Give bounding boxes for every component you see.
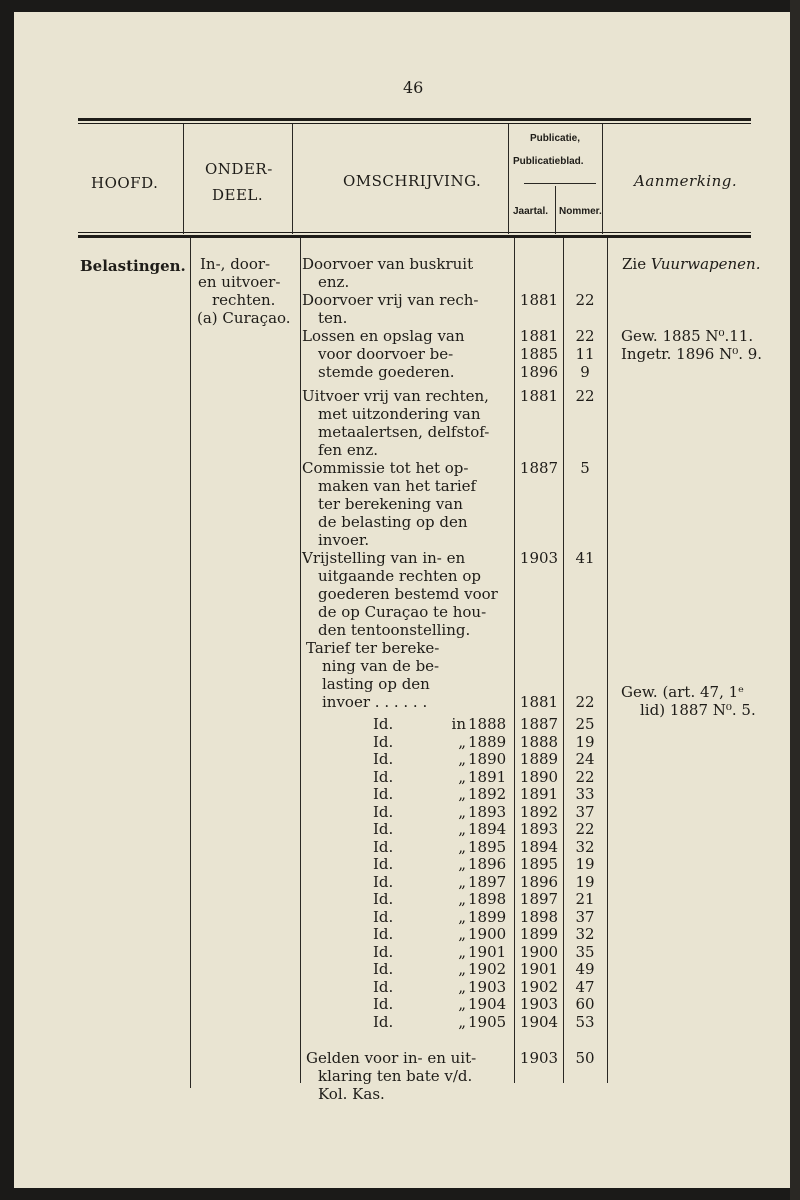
id-prefix: „: [458, 977, 466, 996]
entry-7-remark-1: Gew. (art. 47, 1ᵉ: [621, 683, 744, 701]
entry-2-line-2: ten.: [318, 309, 348, 327]
id-prefix: in: [451, 715, 466, 733]
id-prefix: „: [458, 802, 466, 821]
id-number: 19: [575, 872, 595, 891]
entry-5-line-3: ter berekening van: [318, 495, 463, 513]
id-number: 22: [575, 767, 595, 786]
id-label: Id.: [373, 732, 394, 751]
entry-5-number: 5: [580, 459, 590, 477]
entry-6-line-5: den tentoonstelling.: [318, 621, 471, 639]
id-label: Id.: [373, 820, 394, 838]
entry-3-year-3: 1896: [519, 363, 559, 381]
entry-1-remark: [622, 256, 760, 274]
id-prefix: „: [458, 837, 466, 856]
entry-3-number-3: 9: [580, 363, 590, 381]
entry-7-remark-2: lid) 1887 N⁰. 5.: [640, 701, 756, 719]
entry-4-line-3: metaalertsen, delfstof-: [318, 423, 490, 441]
entry-6-line-4: de op Curaçao te hou-: [318, 603, 487, 621]
id-ref-year: 1905: [468, 1012, 507, 1031]
id-ref-year: 1895: [468, 837, 507, 856]
entry-3-number-2: 11: [575, 345, 595, 363]
entry-6-line-3: goederen bestemd voor: [318, 585, 498, 603]
entry-1-line-1: Doorvoer van buskruit: [302, 255, 474, 273]
id-label: Id.: [373, 1012, 394, 1031]
header-publicatieblad: Publicatieblad.: [513, 156, 584, 167]
entry-7-year: 1881: [519, 693, 559, 711]
id-prefix: „: [458, 925, 466, 943]
id-label: Id.: [373, 715, 394, 733]
entry-7-number: 22: [575, 693, 595, 711]
entry-6-number: 41: [575, 549, 595, 567]
onderdeel-line-3: rechten.: [212, 291, 276, 309]
id-ref-year: 1893: [468, 802, 507, 821]
final-entry-line-1: Gelden voor in- en uit-: [306, 1049, 477, 1067]
id-year: 1898: [519, 907, 559, 926]
id-prefix: „: [458, 942, 466, 961]
col-divider-2: [292, 124, 293, 234]
header-nommer: Nommer.: [559, 206, 602, 217]
header-onderdeel-2: DEEL.: [212, 186, 264, 204]
id-prefix: „: [458, 1012, 466, 1031]
id-label: Id.: [373, 977, 394, 996]
hoofd-value: Belastingen.: [80, 257, 186, 275]
id-number: 21: [575, 890, 595, 908]
header-onderdeel-1: ONDER-: [205, 160, 273, 178]
entry-3-remark-2: Ingetr. 1896 N⁰. 9.: [621, 345, 763, 363]
col-divider-3: [508, 124, 509, 234]
id-ref-year: 1903: [468, 977, 507, 996]
id-ref-year: 1894: [468, 820, 507, 838]
id-label: Id.: [373, 785, 394, 803]
id-prefix: „: [458, 960, 466, 978]
onderdeel-line-1: In-, door-: [200, 255, 271, 273]
id-year: 1896: [519, 872, 559, 891]
header-rule: [78, 235, 751, 238]
entry-3-number-1: 22: [575, 327, 595, 345]
id-prefix: „: [458, 785, 466, 803]
id-year: 1901: [519, 960, 559, 978]
entry-5-line-1: Commissie tot het op-: [302, 459, 469, 477]
entry-3-year-1: 1881: [519, 327, 559, 345]
remark-prefix: Zie: [622, 255, 651, 273]
id-ref-year: 1902: [468, 960, 507, 978]
id-year: 1891: [519, 785, 559, 803]
entry-3-year-2: 1885: [519, 345, 559, 363]
entry-5-line-5: invoer.: [318, 531, 370, 549]
id-ref-year: 1892: [468, 785, 507, 803]
id-year: 1892: [519, 802, 559, 821]
id-label: Id.: [373, 855, 394, 873]
entry-7-line-4: invoer . . . . . .: [322, 693, 428, 711]
id-year: 1894: [519, 837, 559, 856]
entry-6-line-1: Vrijstelling van in- en: [302, 549, 466, 567]
id-label: Id.: [373, 872, 394, 891]
id-ref-year: 1897: [468, 872, 507, 891]
col-divider-3b: [514, 238, 515, 1083]
id-year: 1887: [519, 715, 559, 733]
id-label: Id.: [373, 767, 394, 786]
header-rule-thin: [78, 232, 751, 233]
header-hoofd: HOOFD.: [91, 174, 159, 192]
id-year: 1904: [519, 1012, 559, 1031]
entry-4-number: 22: [575, 387, 595, 405]
col-divider-4: [555, 186, 556, 234]
top-rule-thin: [78, 123, 751, 124]
entry-2-year: 1881: [519, 291, 559, 309]
page-number: 46: [403, 78, 424, 97]
id-year: 1902: [519, 977, 559, 996]
entry-2-number: 22: [575, 291, 595, 309]
id-prefix: „: [458, 855, 466, 873]
entry-4-line-1: Uitvoer vrij van rechten,: [302, 387, 489, 405]
onderdeel-line-2: en uitvoer-: [198, 273, 281, 291]
final-entry-year: 1903: [519, 1049, 559, 1067]
id-number: 53: [575, 1012, 595, 1031]
id-label: Id.: [373, 837, 394, 856]
entry-2-line-1: Doorvoer vrij van rech-: [302, 291, 479, 309]
id-label: Id.: [373, 890, 394, 908]
header-publicatie: Publicatie,: [530, 133, 581, 144]
entry-6-year: 1903: [519, 549, 559, 567]
id-year: 1900: [519, 942, 559, 961]
id-number: 37: [575, 907, 595, 926]
final-entry-line-3: Kol. Kas.: [318, 1085, 385, 1103]
id-number: 24: [575, 750, 595, 768]
header-omschrijving: OMSCHRIJVING.: [343, 172, 482, 190]
final-entry-number: 50: [575, 1049, 595, 1067]
id-label: Id.: [373, 907, 394, 926]
id-prefix: „: [458, 995, 466, 1013]
id-number: 37: [575, 802, 595, 821]
col-divider-2b: [300, 238, 301, 1083]
id-ref-year: 1891: [468, 767, 507, 786]
entry-4-line-2: met uitzondering van: [318, 405, 481, 423]
entry-4-line-4: fen enz.: [318, 441, 379, 459]
id-year: 1903: [519, 995, 559, 1013]
id-number: 19: [575, 855, 595, 873]
id-number: 32: [575, 925, 595, 943]
id-prefix: „: [458, 750, 466, 768]
id-year: 1897: [519, 890, 559, 908]
id-year: 1888: [519, 732, 559, 751]
id-number: 49: [575, 960, 595, 978]
id-ref-year: 1898: [468, 890, 507, 908]
id-label: Id.: [373, 925, 394, 943]
entry-5-line-2: maken van het tarief: [318, 477, 477, 495]
id-ref-year: 1889: [468, 732, 507, 751]
id-number: 33: [575, 785, 595, 803]
entry-3-line-2: voor doorvoer be-: [318, 345, 454, 363]
header-jaartal: Jaartal.: [513, 206, 549, 217]
id-label: Id.: [373, 942, 394, 961]
entry-6-line-2: uitgaande rechten op: [318, 567, 481, 585]
id-prefix: „: [458, 907, 466, 926]
id-number: 47: [575, 977, 595, 996]
id-number: 19: [575, 732, 595, 751]
col-divider-4b: [563, 238, 564, 1083]
id-number: 35: [575, 942, 595, 961]
header-aanmerking: Aanmerking.: [634, 172, 738, 190]
id-prefix: „: [458, 767, 466, 786]
entry-3-remark-1: Gew. 1885 N⁰.11.: [621, 327, 754, 345]
id-year: 1890: [519, 767, 559, 786]
header-publicatie-rule: [524, 183, 596, 184]
entry-5-year: 1887: [519, 459, 559, 477]
id-year: 1889: [519, 750, 559, 768]
id-number: 22: [575, 820, 595, 838]
id-year: 1893: [519, 820, 559, 838]
onderdeel-line-4: (a) Curaçao.: [197, 309, 291, 327]
id-ref-year: 1890: [468, 750, 507, 768]
id-number: 32: [575, 837, 595, 856]
id-number: 25: [575, 715, 595, 733]
id-label: Id.: [373, 802, 394, 821]
entry-7-line-1: Tarief ter bereke-: [306, 639, 440, 657]
col-divider-1: [183, 124, 184, 234]
entry-3-line-3: stemde goederen.: [318, 363, 455, 381]
id-label: Id.: [373, 960, 394, 978]
top-rule: [78, 118, 751, 121]
id-prefix: „: [458, 890, 466, 908]
entry-1-line-2: enz.: [318, 273, 350, 291]
id-ref-year: 1899: [468, 907, 507, 926]
id-year: 1895: [519, 855, 559, 873]
id-number: 60: [575, 995, 595, 1013]
entry-5-line-4: de belasting op den: [318, 513, 468, 531]
id-ref-year: 1904: [468, 995, 507, 1013]
id-prefix: „: [458, 820, 466, 838]
page-edge: [790, 0, 800, 1200]
entry-7-line-2: ning van de be-: [322, 657, 440, 675]
col-divider-5: [602, 124, 603, 234]
id-year: 1899: [519, 925, 559, 943]
id-prefix: „: [458, 732, 466, 751]
id-ref-year: 1900: [468, 925, 507, 943]
col-divider-1b: [190, 238, 191, 1088]
final-entry-line-2: klaring ten bate v/d.: [318, 1067, 473, 1085]
id-label: Id.: [373, 750, 394, 768]
id-prefix: „: [458, 872, 466, 891]
col-divider-5b: [607, 238, 608, 1083]
id-ref-year: 1888: [468, 715, 507, 733]
remark-reference: Vuurwapenen.: [650, 255, 761, 273]
id-ref-year: 1896: [468, 855, 507, 873]
entry-3-line-1: Lossen en opslag van: [302, 327, 465, 345]
id-label: Id.: [373, 995, 394, 1013]
id-ref-year: 1901: [468, 942, 507, 961]
entry-4-year: 1881: [519, 387, 559, 405]
entry-7-line-3: lasting op den: [322, 675, 430, 693]
